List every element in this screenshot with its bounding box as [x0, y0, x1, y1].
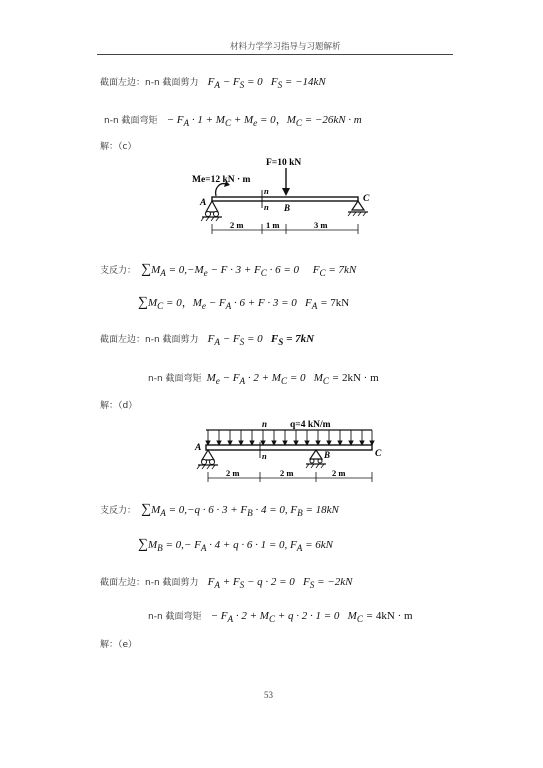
shear-line-label: 截面左边：n-n 截面剪力 — [100, 578, 199, 588]
moment-line-label: n-n 截面弯矩 — [148, 612, 202, 622]
point-b-label: B — [324, 450, 331, 460]
reaction-label: 支反力： — [100, 506, 137, 516]
reaction-equation-1: $\sum M_A = 0,-M_e - F \cdot 3 + F_C \cdot 6 = 0$ $F_C = 7kN$ — [141, 262, 357, 279]
solution-c-label: 解：（c） — [100, 142, 137, 152]
point-c-label: C — [363, 194, 370, 204]
moment-label: Me=12 kN · m — [192, 175, 251, 185]
dimension-2-label: 1 m — [266, 220, 280, 230]
dimension-3-label: 2 m — [332, 468, 346, 478]
roller-support-icon — [310, 450, 322, 459]
moment-equation: $M_e - F_A \cdot 2 + M_C = 0$ $M_C = 2kN \cdot m$ — [206, 372, 379, 387]
pin-support-icon — [202, 450, 214, 460]
header-rule — [97, 54, 453, 55]
beam-diagram-c — [190, 152, 380, 240]
moment-equation: − $F_A \cdot 2 + M_C + q \cdot 2 \cdot 1 = 0$ $M_C = 4kN \cdot m$ — [210, 610, 413, 625]
shear-equation: $F_A - F_S = 0$ $F_S = 7kN$ — [207, 333, 315, 348]
reaction-equation-1: $\sum M_A = 0,-q \cdot 6 \cdot 3 + F_B \cdot 4 = 0$, $F_B = 18kN$ — [141, 502, 339, 519]
section-d-moment-line — [148, 604, 413, 624]
shear-equation: $F_A + F_S - q \cdot 2 = 0$ $F_S = -2kN$ — [207, 576, 353, 591]
beam-diagram-d — [192, 418, 392, 498]
pin-support-icon — [206, 201, 218, 212]
dimension-1-label: 2 m — [230, 220, 244, 230]
section-b-moment-line — [104, 108, 362, 128]
section-c-shear-line — [100, 327, 314, 347]
section-n-bottom-label: n — [264, 202, 269, 212]
page-number: 53 — [264, 690, 273, 700]
point-a-label: A — [200, 198, 207, 208]
beam-d — [206, 445, 372, 450]
shear-line-label: 截面左边：n-n 截面剪力 — [100, 78, 199, 88]
beam-c — [212, 197, 358, 201]
moment-line-label: n-n 截面弯矩 — [104, 116, 158, 126]
section-n-top-label: n — [264, 186, 269, 196]
section-d-shear-line — [100, 570, 352, 590]
shear-equation: $F_A - F_S = 0$ $F_S = -14kN$ — [207, 76, 326, 91]
point-b-label: B — [284, 203, 291, 213]
load-label: q=4 kN/m — [290, 420, 331, 430]
section-n-bottom-label: n — [262, 451, 267, 461]
solution-d-label: 解：（d） — [100, 401, 138, 411]
section-c-reaction-line-1 — [100, 258, 356, 278]
running-header: 材料力学学习指导与习题解析 — [230, 42, 341, 52]
force-label: F=10 kN — [266, 158, 302, 168]
dimension-2-label: 2 m — [280, 468, 294, 478]
dimension-1-label: 2 m — [226, 468, 240, 478]
point-c-label: C — [375, 449, 382, 459]
section-c-moment-line — [148, 366, 379, 386]
dimension-3-label: 3 m — [314, 220, 328, 230]
section-b-shear-line — [100, 70, 326, 90]
section-c-reaction-line-2 — [138, 291, 349, 311]
reaction-equation-2: $\sum M_B = 0,- F_A \cdot 4 + q \cdot 6 \cdot 1 = 0$, $F_A = 6kN$ — [138, 537, 333, 554]
section-d-reaction-line-1 — [100, 498, 339, 518]
section-n-top-label: n — [262, 419, 268, 429]
distributed-load-arrows-icon — [206, 430, 374, 445]
section-d-reaction-line-2 — [138, 533, 333, 553]
moment-equation: − $F_A \cdot 1 + M_C + M_e = 0$，$M_C = -26kN \cdot m$ — [166, 114, 362, 129]
moment-arrow-icon — [216, 184, 226, 196]
moment-line-label: n-n 截面弯矩 — [148, 374, 202, 384]
point-a-label: A — [195, 443, 202, 453]
force-arrowhead-icon — [282, 188, 290, 196]
shear-line-label: 截面左边：n-n 截面剪力 — [100, 335, 199, 345]
reaction-label: 支反力： — [100, 266, 137, 276]
reaction-equation-2: $\sum M_C = 0$，$M_e - F_A \cdot 6 + F \cdot 3 = 0$ $F_A = 7kN$ — [138, 295, 350, 312]
solution-e-label: 解：（e） — [100, 640, 138, 650]
